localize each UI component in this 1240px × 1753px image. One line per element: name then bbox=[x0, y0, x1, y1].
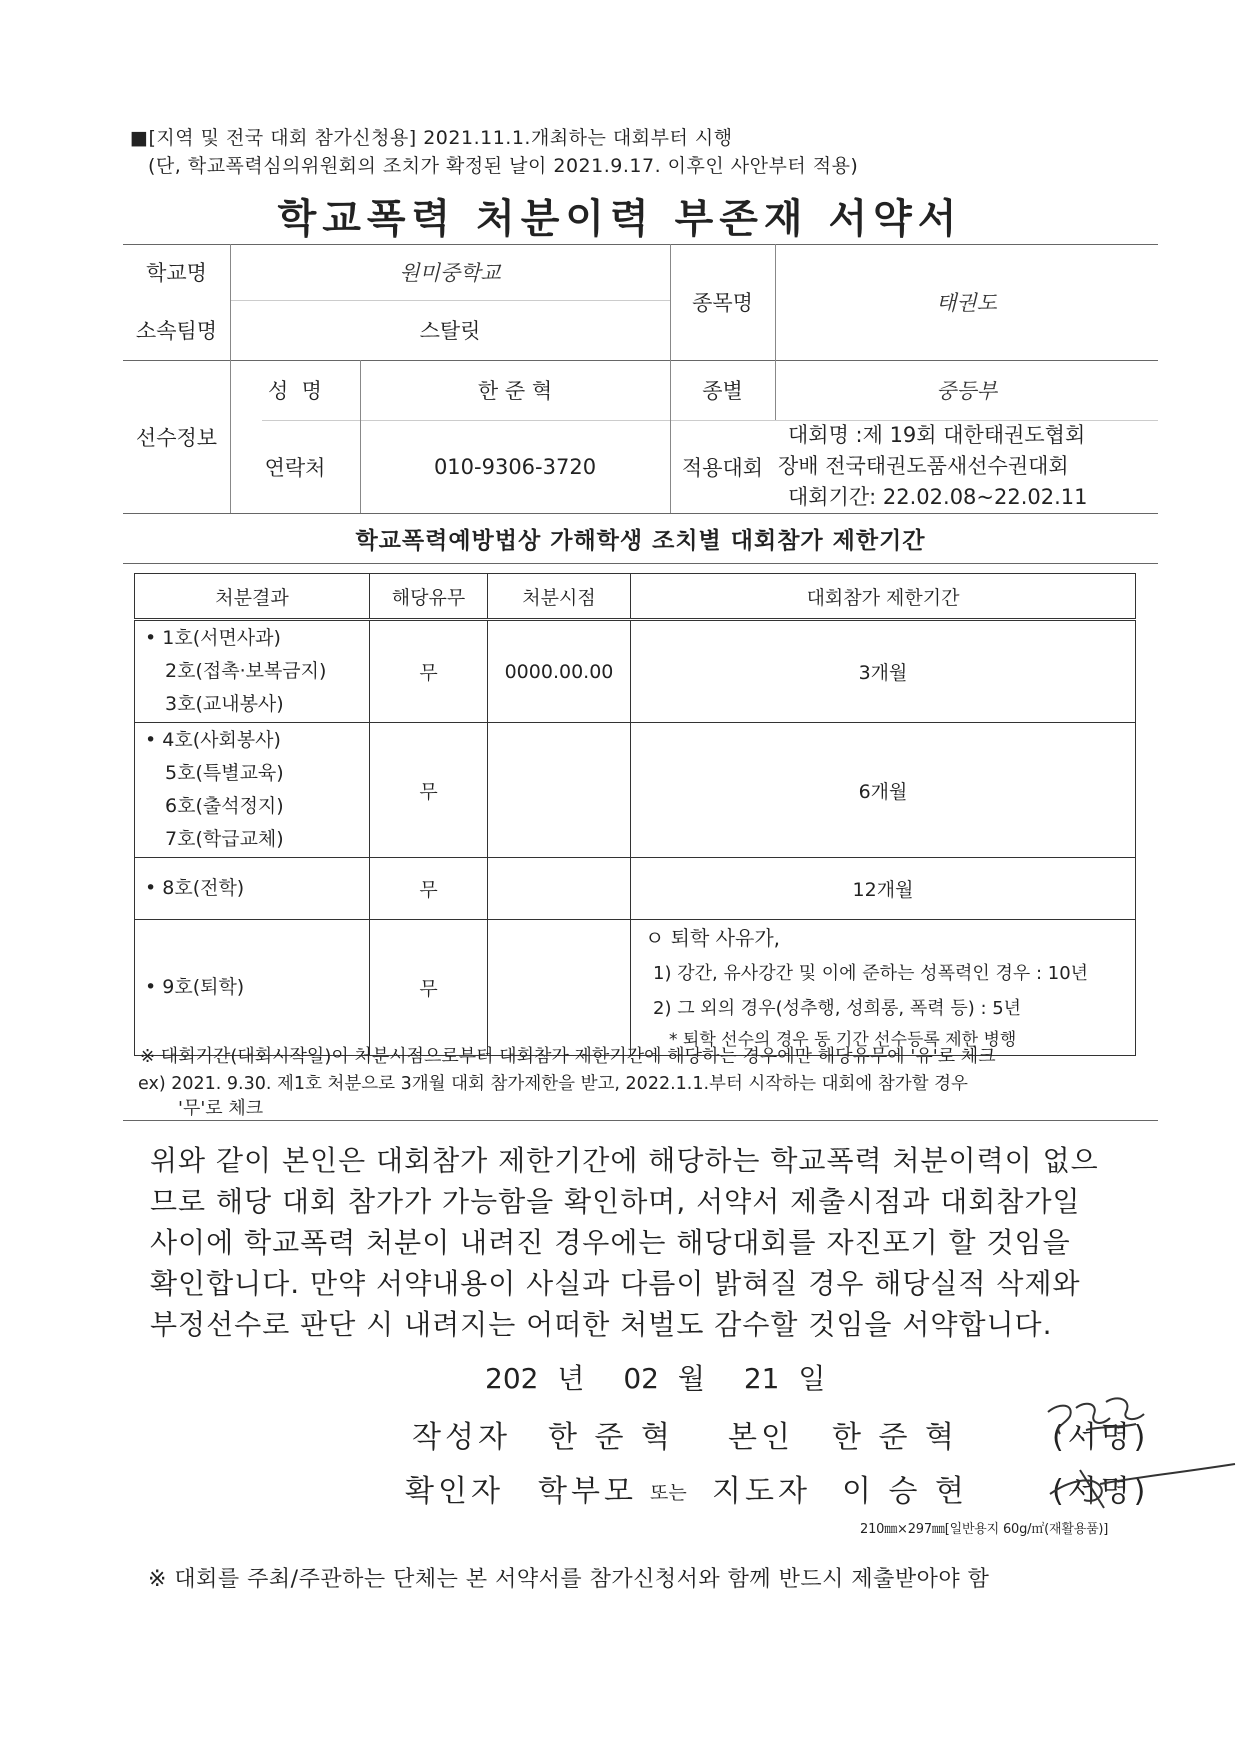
footer-note: ※ 대회를 주최/주관하는 단체는 본 서약서를 참가신청서와 함께 반드시 제출받아야 함 bbox=[148, 1567, 990, 1592]
pledge-line: 확인합니다. 만약 서약내용이 사실과 다름이 밝혀질 경우 해당실적 삭제와 bbox=[150, 1267, 1081, 1300]
result-item: 6호(출석정지) bbox=[165, 795, 284, 817]
note-example-cont: '무'로 체크 bbox=[178, 1098, 264, 1119]
contact-value: 010-9306-3720 bbox=[433, 454, 597, 479]
competition-info bbox=[778, 420, 1158, 513]
header-line-1: ■[지역 및 전국 대회 참가신청용] 2021.11.1.개최하는 대회부터 시행 bbox=[130, 127, 733, 149]
result-cell bbox=[135, 920, 370, 1056]
result-cell bbox=[135, 620, 370, 723]
signature-label-1: (서명) bbox=[1052, 1420, 1150, 1455]
date-cell bbox=[488, 723, 631, 858]
result-item: • 9호(퇴학) bbox=[145, 976, 245, 998]
division-label: 종별 bbox=[702, 379, 743, 403]
event-value: 태권도 bbox=[936, 291, 997, 315]
player-info-label: 선수정보 bbox=[135, 425, 218, 450]
date-day-unit: 일 bbox=[798, 1362, 826, 1395]
writer-signature-mark bbox=[1040, 1390, 1170, 1450]
result-cell bbox=[135, 858, 370, 920]
expulsion-note-line: * 퇴학 선수의 경우 동 기간 선수등록 제한 병행 bbox=[669, 1030, 1017, 1050]
note-example: ex) 2021. 9.30. 제1호 처분으로 3개월 대회 참가제한을 받고, 2022.1.1.부터 시작하는 대회에 참가할 경우 bbox=[138, 1074, 968, 1094]
writer-label: 작성자 bbox=[412, 1420, 511, 1455]
pledge-line: 부정선수로 판단 시 내려지는 어떠한 처벌도 감수할 것임을 서약합니다. bbox=[150, 1308, 1053, 1341]
expulsion-note-title: ㅇ 퇴학 사유가, bbox=[645, 926, 780, 950]
header-line-2: (단, 학교폭력심의위원회의 조치가 확정된 날이 2021.9.17. 이후인 사안부터 적용) bbox=[148, 155, 859, 177]
date-year: 202 bbox=[485, 1362, 539, 1395]
pledge-line: 사이에 학교폭력 처분이 내려진 경우에는 해당대회를 자진포기 할 것임을 bbox=[150, 1226, 1071, 1259]
parent-label: 학부모 bbox=[538, 1474, 637, 1509]
competition-name-line2: 장배 전국태권도품새선수권대회 bbox=[778, 454, 1069, 478]
contact-label: 연락처 bbox=[264, 455, 326, 480]
date-day: 21 bbox=[743, 1362, 780, 1395]
competition-name-line1: 대회명 :제 19회 대한태권도협회 bbox=[788, 423, 1086, 447]
signing-date bbox=[485, 1357, 825, 1397]
document-title: 학교폭력 처분이력 부존재 서약서 bbox=[277, 196, 963, 242]
expulsion-note-line: 1) 강간, 유사강간 및 이에 준하는 성폭력인 경우 : 10년 bbox=[653, 963, 1089, 984]
competition-label: 적용대회 bbox=[681, 455, 764, 480]
competition-period: 대회기간: 22.02.08~22.02.11 bbox=[788, 485, 1088, 509]
pledge-text bbox=[150, 1140, 1130, 1345]
result-item: • 4호(사회봉사) bbox=[145, 729, 281, 751]
result-cell bbox=[135, 723, 370, 858]
signature-label-2: (서명) bbox=[1052, 1474, 1150, 1509]
period-cell: 6개월 bbox=[631, 723, 1136, 858]
applicable-cell: 무 bbox=[370, 858, 488, 920]
result-item: • 8호(전학) bbox=[145, 877, 245, 899]
header-applicable: 해당유무 bbox=[370, 574, 488, 620]
applicable-cell: 무 bbox=[370, 920, 488, 1056]
name-label: 성 명 bbox=[268, 379, 322, 403]
date-month: 02 bbox=[623, 1362, 659, 1395]
result-item: 7호(학급교체) bbox=[165, 828, 284, 850]
date-year-unit: 년 bbox=[557, 1362, 585, 1395]
period-cell: 3개월 bbox=[631, 620, 1136, 723]
writer-name: 한 준 혁 bbox=[548, 1420, 675, 1455]
player-name: 한 준 혁 bbox=[477, 379, 553, 403]
table-row bbox=[135, 723, 1136, 858]
date-cell: 0000.00.00 bbox=[488, 620, 631, 723]
team-label: 소속팀명 bbox=[135, 319, 218, 343]
paper-spec: 210㎜×297㎜[일반용지 60g/㎡(재활용품)] bbox=[860, 1522, 1109, 1537]
header-period: 대회참가 제한기간 bbox=[631, 574, 1136, 620]
confirmer-label: 확인자 bbox=[405, 1474, 504, 1509]
date-month-unit: 월 bbox=[677, 1362, 705, 1395]
table-row bbox=[135, 858, 1136, 920]
pledge-line: 므로 해당 대회 참가가 가능함을 확인하며, 서약서 제출시점과 대회참가일 bbox=[150, 1185, 1081, 1218]
header-date: 처분시점 bbox=[488, 574, 631, 620]
info-bottom-border bbox=[123, 513, 1158, 514]
self-label: 본인 bbox=[728, 1420, 794, 1455]
result-item: • 1호(서면사과) bbox=[145, 627, 281, 649]
date-cell bbox=[488, 920, 631, 1056]
event-label: 종목명 bbox=[692, 291, 753, 315]
header-result: 처분결과 bbox=[135, 574, 370, 620]
result-item: 2호(접촉·보복금지) bbox=[165, 660, 327, 682]
table-row bbox=[135, 920, 1136, 1056]
confirmer-signature-mark bbox=[1040, 1450, 1240, 1520]
self-name: 한 준 혁 bbox=[832, 1420, 959, 1455]
coach-label: 지도자 bbox=[712, 1474, 811, 1509]
subtitle-bottom-border bbox=[123, 563, 1158, 564]
team-value: 스탈릿 bbox=[419, 319, 481, 343]
restriction-table bbox=[134, 573, 1136, 1056]
coach-name: 이 승 현 bbox=[842, 1474, 969, 1509]
notes-divider bbox=[123, 1120, 1158, 1121]
period-cell: 12개월 bbox=[631, 858, 1136, 920]
school-value: 원미중학교 bbox=[399, 261, 501, 285]
expulsion-note-line: 2) 그 외의 경우(성추행, 성희롱, 폭력 등) : 5년 bbox=[653, 998, 1022, 1019]
table-row bbox=[135, 620, 1136, 723]
applicable-cell: 무 bbox=[370, 620, 488, 723]
result-item: 3호(교내봉사) bbox=[165, 693, 284, 715]
or-label: 또는 bbox=[650, 1482, 687, 1504]
table-subtitle: 학교폭력예방법상 가해학생 조치별 대회참가 제한기간 bbox=[355, 528, 926, 554]
pledge-line: 위와 같이 본인은 대회참가 제한기간에 해당하는 학교폭력 처분이력이 없으 bbox=[150, 1144, 1099, 1177]
note-check-rule: ※ 대회기간(대회시작일)이 처분시점으로부터 대회참가 제한기간에 해당하는 경우에만 해당유무에 '유'로 체크 bbox=[140, 1046, 996, 1067]
school-label: 학교명 bbox=[146, 261, 207, 285]
table-header-row bbox=[135, 574, 1136, 620]
date-cell bbox=[488, 858, 631, 920]
applicable-cell: 무 bbox=[370, 723, 488, 858]
period-cell bbox=[631, 920, 1136, 1056]
division-value: 중등부 bbox=[936, 379, 997, 403]
result-item: 5호(특별교육) bbox=[165, 762, 284, 784]
